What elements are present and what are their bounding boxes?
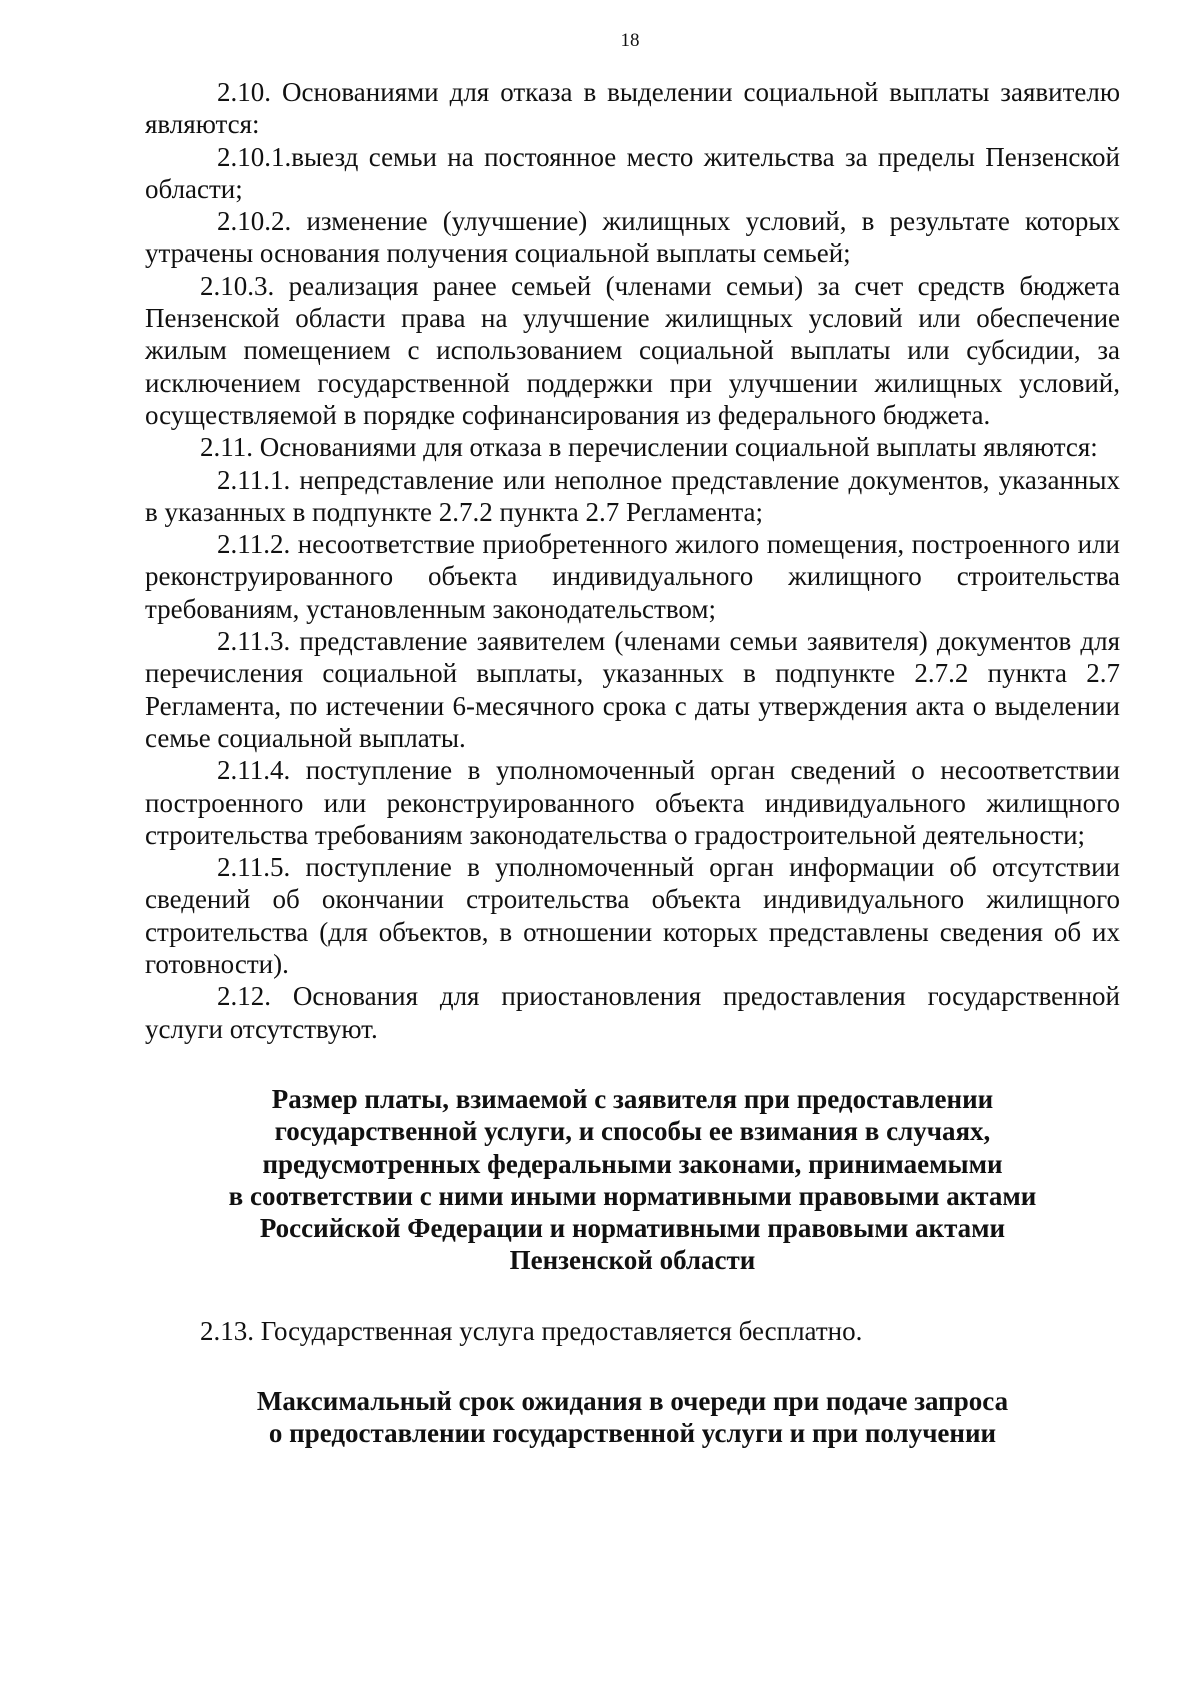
paragraph-2-11-4: 2.11.4. поступление в уполномоченный орган сведений о несоответствии построенного или реконструированного объекта индивидуального жилищного строительства требованиям законодательства о градостроительной деятельности; (145, 755, 1120, 850)
section-heading-waiting-time (145, 1385, 1120, 1450)
paragraph-2-13: 2.13. Государственная услуга предоставляется бесплатно. (200, 1315, 863, 1346)
heading-line: предусмотренных федеральными законами, принимаемыми (262, 1148, 1003, 1179)
heading-line: Пензенской области (509, 1245, 756, 1276)
paragraph-2-11-1: 2.11.1. непредставление или неполное представление документов, указанных в указанных в подпункте 2.7.2 пункта 2.7 Регламента; (145, 464, 1120, 527)
heading-line: государственной услуги, и способы ее взимания в случаях, (274, 1116, 991, 1147)
paragraph-2-10: 2.10. Основаниями для отказа в выделении социальной выплаты заявителю являются: (145, 77, 1120, 140)
heading-line: о предоставлении государственной услуги и при получении (268, 1418, 997, 1449)
heading-line: Размер платы, взимаемой с заявителя при предоставлении (271, 1083, 994, 1114)
paragraph-2-10-1: 2.10.1.выезд семьи на постоянное место жительства за пределы Пензенской области; (145, 141, 1120, 204)
heading-line: Максимальный срок ожидания в очереди при подаче запроса (256, 1385, 1009, 1416)
document-body (145, 76, 1120, 1450)
paragraph-2-10-3: 2.10.3. реализация ранее семьей (членами семьи) за счет средств бюджета Пензенской области права на улучшение жилищных условий или обеспечение жилым помещением с использованием социальной выплаты или субсидии, за исключением государственной поддержки при улучшении жилищных условий, осуществляемой в порядке софинансирования из федерального бюджета. (145, 270, 1120, 430)
paragraph-2-12: 2.12. Основания для приостановления предоставления государственной услуги отсутствуют. (145, 981, 1120, 1044)
page-number: 18 (620, 30, 640, 51)
heading-line: Российской Федерации и нормативными правовыми актами (259, 1213, 1006, 1244)
paragraph-2-11-2: 2.11.2. несоответствие приобретенного жилого помещения, построенного или реконструированного объекта индивидуального жилищного строительства требованиям, установленным законодательством; (145, 529, 1120, 624)
heading-line: в соответствии с ними иными нормативными правовыми актами (228, 1180, 1037, 1211)
paragraph-2-11-3: 2.11.3. представление заявителем (членами семьи заявителя) документов для перечисления социальной выплаты, указанных в подпункте 2.7.2 пункта 2.7 Регламента, по истечении 6-месячного срока с даты утверждения акта о выделении семье социальной выплаты. (145, 626, 1120, 753)
paragraph-2-11-5: 2.11.5. поступление в уполномоченный орган информации об отсутствии сведений об окончании строительства объекта индивидуального жилищного строительства (для объектов, в отношении которых представлены сведения об их готовности). (145, 852, 1120, 980)
paragraph-2-11: 2.11. Основаниями для отказа в перечислении социальной выплаты являются: (200, 432, 1098, 463)
section-heading-fee (145, 1083, 1120, 1277)
paragraph-2-10-2: 2.10.2. изменение (улучшение) жилищных условий, в результате которых утрачены основания получения социальной выплаты семьей; (145, 206, 1120, 269)
